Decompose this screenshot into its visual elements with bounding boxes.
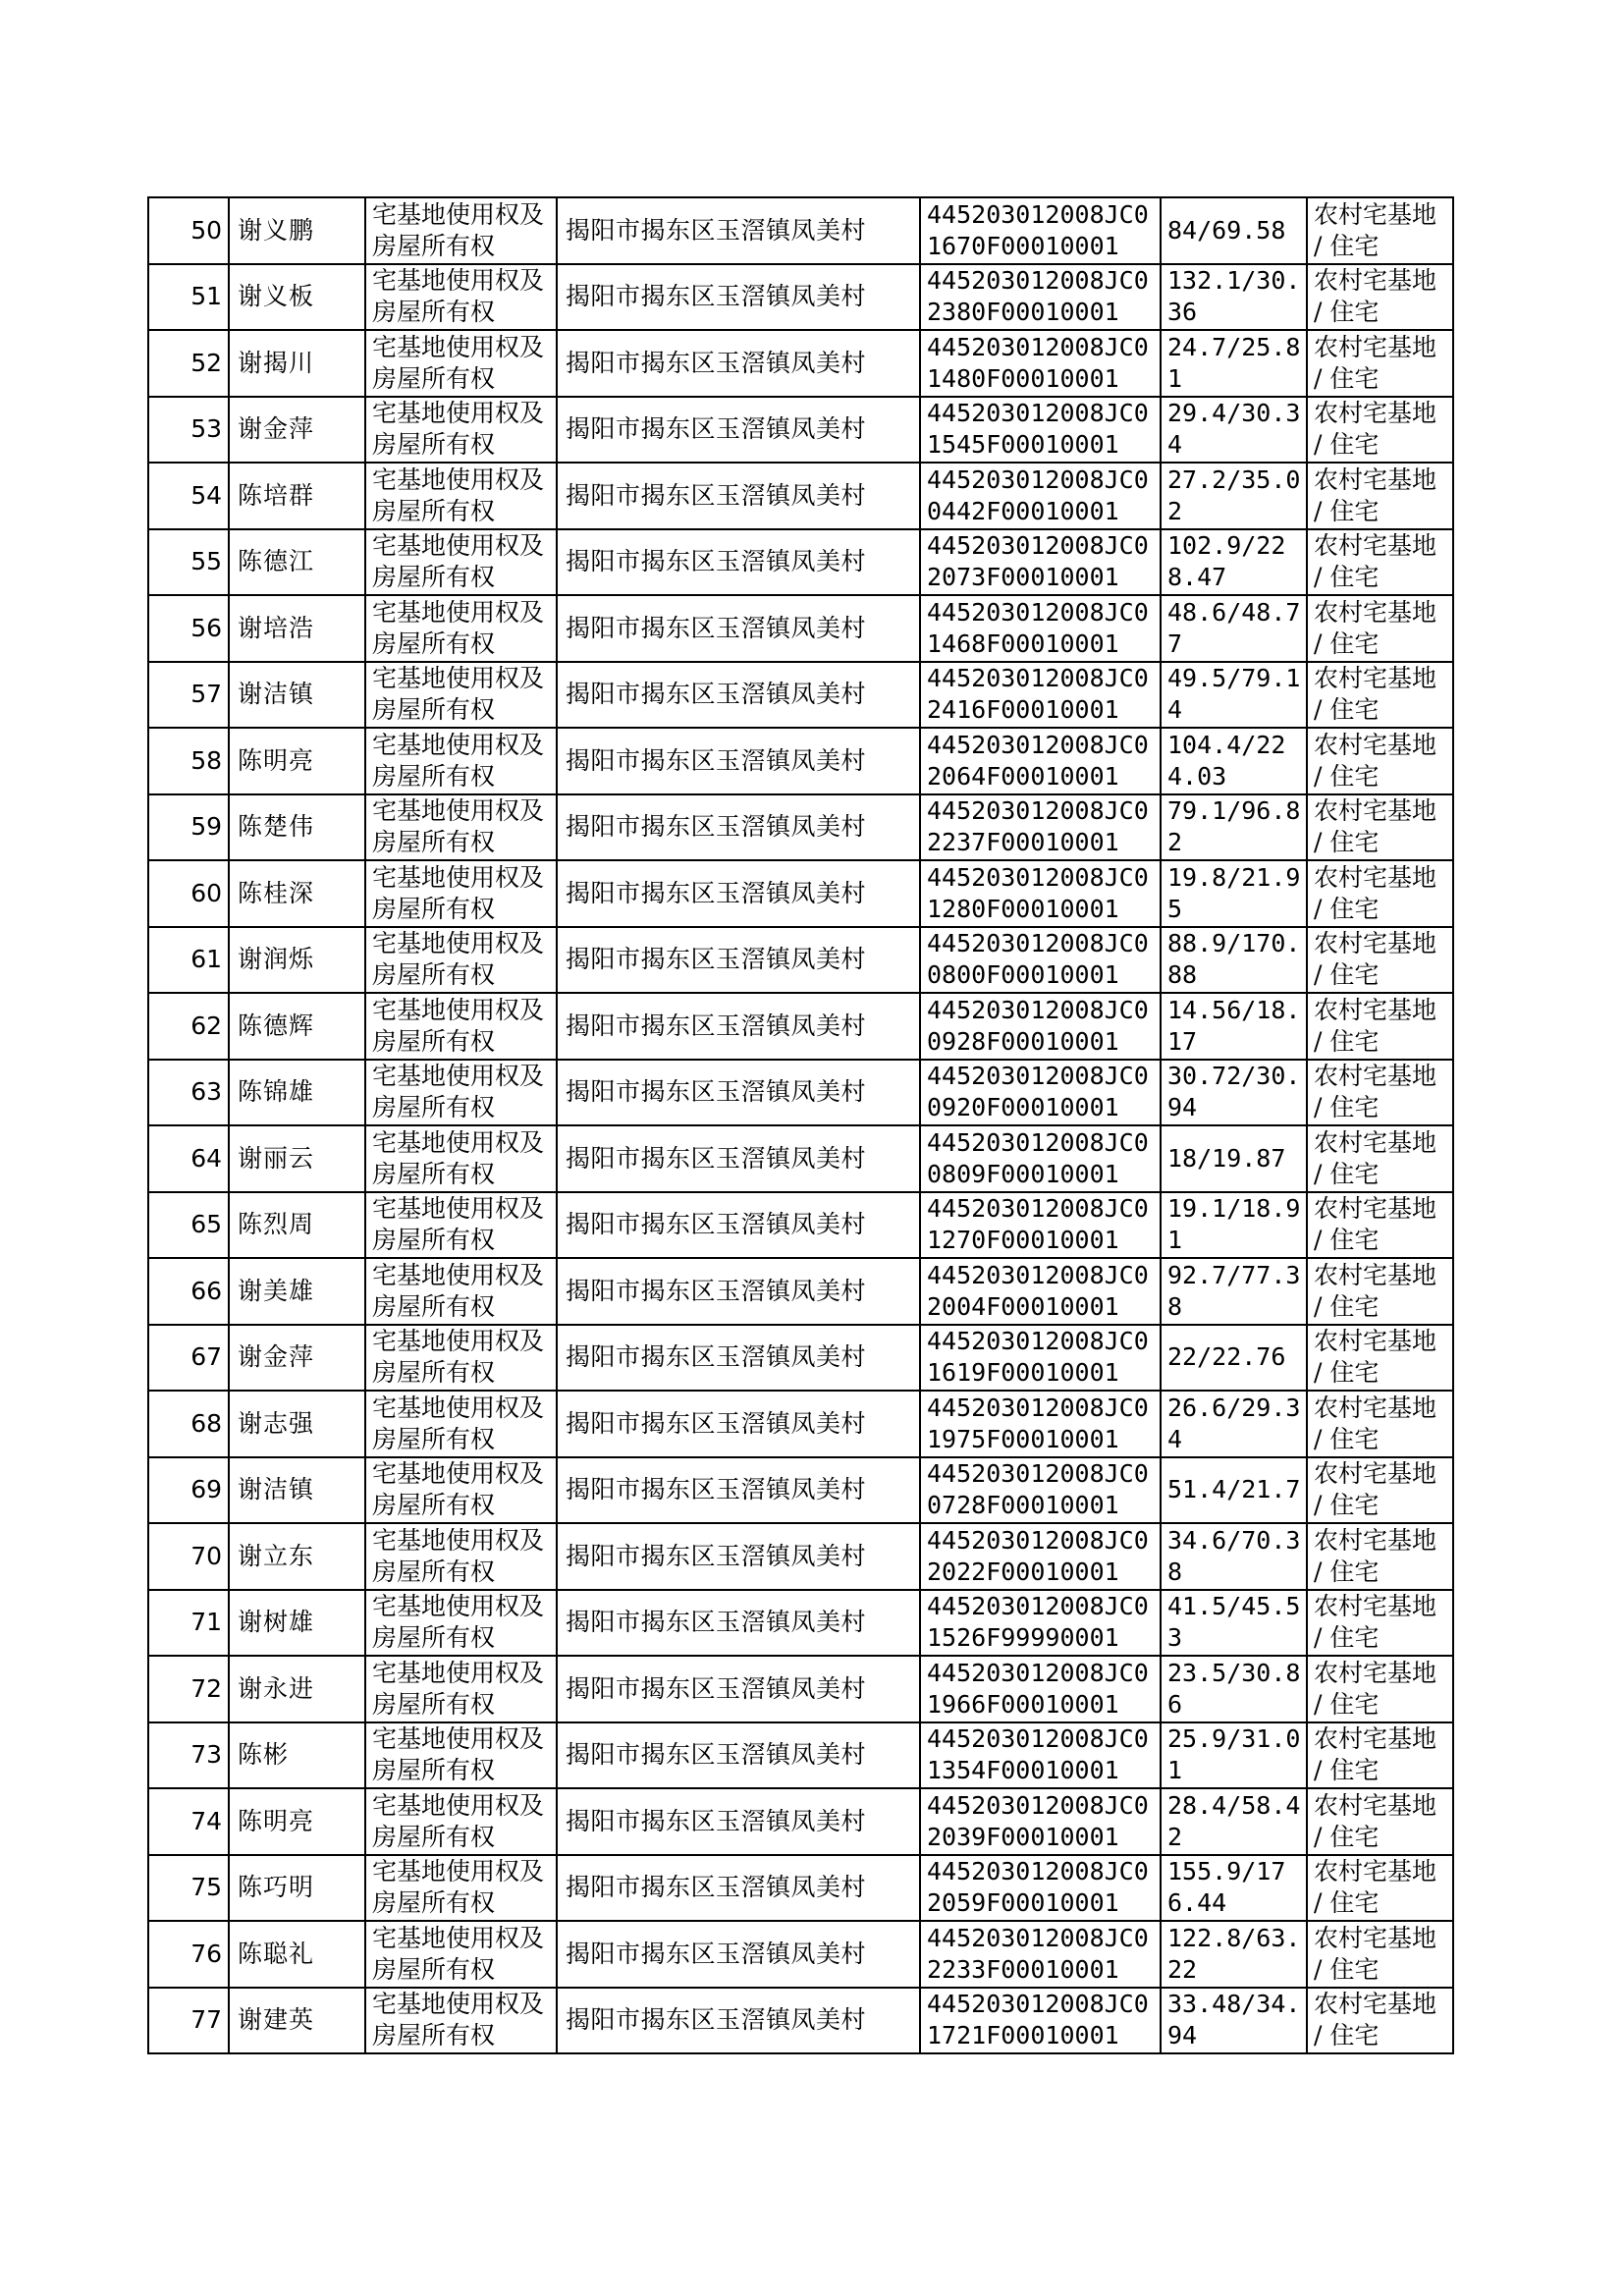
right-type-cell: 宅基地使用权及房屋所有权 (365, 1391, 557, 1457)
right-type-cell: 宅基地使用权及房屋所有权 (365, 860, 557, 927)
row-number-cell: 75 (148, 1855, 229, 1922)
land-use-cell: 农村宅基地 / 住宅 (1307, 794, 1453, 861)
owner-name-cell: 陈锦雄 (229, 1060, 365, 1126)
location-cell: 揭阳市揭东区玉滘镇凤美村 (557, 728, 920, 794)
location-cell: 揭阳市揭东区玉滘镇凤美村 (557, 595, 920, 662)
row-number-cell: 76 (148, 1921, 229, 1988)
location-cell: 揭阳市揭东区玉滘镇凤美村 (557, 794, 920, 861)
row-number-cell: 77 (148, 1988, 229, 2054)
table-row (148, 1788, 1453, 1855)
unit-code-cell: 445203012008JC02064F00010001 (920, 728, 1161, 794)
area-cell: 49.5/79.14 (1161, 662, 1307, 729)
row-number-cell: 67 (148, 1325, 229, 1392)
unit-code-cell: 445203012008JC01526F99990001 (920, 1590, 1161, 1657)
row-number-cell: 59 (148, 794, 229, 861)
land-use-cell: 农村宅基地 / 住宅 (1307, 1590, 1453, 1657)
location-cell: 揭阳市揭东区玉滘镇凤美村 (557, 927, 920, 994)
table-row (148, 860, 1453, 927)
table-row (148, 1325, 1453, 1392)
row-number-cell: 74 (148, 1788, 229, 1855)
owner-name-cell: 陈桂深 (229, 860, 365, 927)
table-row (148, 1722, 1453, 1789)
land-use-cell: 农村宅基地 / 住宅 (1307, 197, 1453, 264)
location-cell: 揭阳市揭东区玉滘镇凤美村 (557, 1722, 920, 1789)
table-row (148, 662, 1453, 729)
row-number-cell: 71 (148, 1590, 229, 1657)
table-row (148, 595, 1453, 662)
table-row (148, 463, 1453, 529)
location-cell: 揭阳市揭东区玉滘镇凤美村 (557, 1391, 920, 1457)
table-row (148, 1855, 1453, 1922)
row-number-cell: 60 (148, 860, 229, 927)
right-type-cell: 宅基地使用权及房屋所有权 (365, 1722, 557, 1789)
unit-code-cell: 445203012008JC01280F00010001 (920, 860, 1161, 927)
right-type-cell: 宅基地使用权及房屋所有权 (365, 1988, 557, 2054)
right-type-cell: 宅基地使用权及房屋所有权 (365, 1921, 557, 1988)
owner-name-cell: 谢永进 (229, 1656, 365, 1722)
row-number-cell: 54 (148, 463, 229, 529)
area-cell: 92.7/77.38 (1161, 1258, 1307, 1325)
table-row (148, 1192, 1453, 1259)
right-type-cell: 宅基地使用权及房屋所有权 (365, 1523, 557, 1590)
row-number-cell: 70 (148, 1523, 229, 1590)
right-type-cell: 宅基地使用权及房屋所有权 (365, 1788, 557, 1855)
owner-name-cell: 谢洁镇 (229, 662, 365, 729)
unit-code-cell: 445203012008JC02004F00010001 (920, 1258, 1161, 1325)
table-row (148, 794, 1453, 861)
table-row (148, 1921, 1453, 1988)
land-use-cell: 农村宅基地 / 住宅 (1307, 1391, 1453, 1457)
registry-table-body (148, 197, 1453, 2053)
row-number-cell: 57 (148, 662, 229, 729)
owner-name-cell: 陈聪礼 (229, 1921, 365, 1988)
row-number-cell: 69 (148, 1457, 229, 1524)
table-row (148, 1590, 1453, 1657)
owner-name-cell: 谢义板 (229, 264, 365, 331)
table-row (148, 1656, 1453, 1722)
row-number-cell: 65 (148, 1192, 229, 1259)
right-type-cell: 宅基地使用权及房屋所有权 (365, 728, 557, 794)
area-cell: 18/19.87 (1161, 1125, 1307, 1192)
land-use-cell: 农村宅基地 / 住宅 (1307, 1192, 1453, 1259)
owner-name-cell: 谢洁镇 (229, 1457, 365, 1524)
location-cell: 揭阳市揭东区玉滘镇凤美村 (557, 1921, 920, 1988)
right-type-cell: 宅基地使用权及房屋所有权 (365, 1325, 557, 1392)
unit-code-cell: 445203012008JC00928F00010001 (920, 993, 1161, 1060)
right-type-cell: 宅基地使用权及房屋所有权 (365, 662, 557, 729)
land-use-cell: 农村宅基地 / 住宅 (1307, 1523, 1453, 1590)
land-use-cell: 农村宅基地 / 住宅 (1307, 529, 1453, 596)
owner-name-cell: 谢树雄 (229, 1590, 365, 1657)
land-use-cell: 农村宅基地 / 住宅 (1307, 927, 1453, 994)
right-type-cell: 宅基地使用权及房屋所有权 (365, 1656, 557, 1722)
area-cell: 22/22.76 (1161, 1325, 1307, 1392)
area-cell: 155.9/176.44 (1161, 1855, 1307, 1922)
area-cell: 33.48/34.94 (1161, 1988, 1307, 2054)
location-cell: 揭阳市揭东区玉滘镇凤美村 (557, 529, 920, 596)
owner-name-cell: 陈巧明 (229, 1855, 365, 1922)
owner-name-cell: 谢美雄 (229, 1258, 365, 1325)
location-cell: 揭阳市揭东区玉滘镇凤美村 (557, 1855, 920, 1922)
owner-name-cell: 陈德辉 (229, 993, 365, 1060)
right-type-cell: 宅基地使用权及房屋所有权 (365, 264, 557, 331)
unit-code-cell: 445203012008JC00920F00010001 (920, 1060, 1161, 1126)
right-type-cell: 宅基地使用权及房屋所有权 (365, 595, 557, 662)
owner-name-cell: 陈培群 (229, 463, 365, 529)
right-type-cell: 宅基地使用权及房屋所有权 (365, 1258, 557, 1325)
owner-name-cell: 陈楚伟 (229, 794, 365, 861)
right-type-cell: 宅基地使用权及房屋所有权 (365, 1192, 557, 1259)
area-cell: 26.6/29.34 (1161, 1391, 1307, 1457)
unit-code-cell: 445203012008JC01354F00010001 (920, 1722, 1161, 1789)
land-use-cell: 农村宅基地 / 住宅 (1307, 1125, 1453, 1192)
land-use-cell: 农村宅基地 / 住宅 (1307, 1060, 1453, 1126)
unit-code-cell: 445203012008JC01721F00010001 (920, 1988, 1161, 2054)
right-type-cell: 宅基地使用权及房屋所有权 (365, 993, 557, 1060)
row-number-cell: 72 (148, 1656, 229, 1722)
table-row (148, 264, 1453, 331)
owner-name-cell: 陈德江 (229, 529, 365, 596)
unit-code-cell: 445203012008JC02059F00010001 (920, 1855, 1161, 1922)
row-number-cell: 50 (148, 197, 229, 264)
right-type-cell: 宅基地使用权及房屋所有权 (365, 397, 557, 464)
owner-name-cell: 谢义鹏 (229, 197, 365, 264)
owner-name-cell: 谢金萍 (229, 1325, 365, 1392)
row-number-cell: 68 (148, 1391, 229, 1457)
unit-code-cell: 445203012008JC01975F00010001 (920, 1391, 1161, 1457)
area-cell: 19.1/18.91 (1161, 1192, 1307, 1259)
location-cell: 揭阳市揭东区玉滘镇凤美村 (557, 1590, 920, 1657)
table-row (148, 1125, 1453, 1192)
unit-code-cell: 445203012008JC00800F00010001 (920, 927, 1161, 994)
area-cell: 104.4/224.03 (1161, 728, 1307, 794)
right-type-cell: 宅基地使用权及房屋所有权 (365, 794, 557, 861)
unit-code-cell: 445203012008JC02073F00010001 (920, 529, 1161, 596)
table-row (148, 1523, 1453, 1590)
land-use-cell: 农村宅基地 / 住宅 (1307, 463, 1453, 529)
row-number-cell: 64 (148, 1125, 229, 1192)
location-cell: 揭阳市揭东区玉滘镇凤美村 (557, 662, 920, 729)
row-number-cell: 51 (148, 264, 229, 331)
land-use-cell: 农村宅基地 / 住宅 (1307, 330, 1453, 397)
land-use-cell: 农村宅基地 / 住宅 (1307, 1258, 1453, 1325)
right-type-cell: 宅基地使用权及房屋所有权 (365, 1125, 557, 1192)
unit-code-cell: 445203012008JC02022F00010001 (920, 1523, 1161, 1590)
area-cell: 14.56/18.17 (1161, 993, 1307, 1060)
land-use-cell: 农村宅基地 / 住宅 (1307, 264, 1453, 331)
right-type-cell: 宅基地使用权及房屋所有权 (365, 927, 557, 994)
owner-name-cell: 谢志强 (229, 1391, 365, 1457)
right-type-cell: 宅基地使用权及房屋所有权 (365, 1590, 557, 1657)
area-cell: 51.4/21.7 (1161, 1457, 1307, 1524)
table-row (148, 1457, 1453, 1524)
location-cell: 揭阳市揭东区玉滘镇凤美村 (557, 1788, 920, 1855)
owner-name-cell: 谢金萍 (229, 397, 365, 464)
area-cell: 88.9/170.88 (1161, 927, 1307, 994)
land-use-cell: 农村宅基地 / 住宅 (1307, 1722, 1453, 1789)
area-cell: 27.2/35.02 (1161, 463, 1307, 529)
right-type-cell: 宅基地使用权及房屋所有权 (365, 1457, 557, 1524)
row-number-cell: 73 (148, 1722, 229, 1789)
table-row (148, 728, 1453, 794)
row-number-cell: 56 (148, 595, 229, 662)
area-cell: 23.5/30.86 (1161, 1656, 1307, 1722)
land-use-cell: 农村宅基地 / 住宅 (1307, 595, 1453, 662)
unit-code-cell: 445203012008JC00442F00010001 (920, 463, 1161, 529)
right-type-cell: 宅基地使用权及房屋所有权 (365, 197, 557, 264)
owner-name-cell: 陈烈周 (229, 1192, 365, 1259)
table-row (148, 1988, 1453, 2054)
owner-name-cell: 陈彬 (229, 1722, 365, 1789)
owner-name-cell: 谢建英 (229, 1988, 365, 2054)
location-cell: 揭阳市揭东区玉滘镇凤美村 (557, 1457, 920, 1524)
unit-code-cell: 445203012008JC01270F00010001 (920, 1192, 1161, 1259)
row-number-cell: 52 (148, 330, 229, 397)
location-cell: 揭阳市揭东区玉滘镇凤美村 (557, 1258, 920, 1325)
area-cell: 79.1/96.82 (1161, 794, 1307, 861)
land-use-cell: 农村宅基地 / 住宅 (1307, 1921, 1453, 1988)
land-use-cell: 农村宅基地 / 住宅 (1307, 1855, 1453, 1922)
location-cell: 揭阳市揭东区玉滘镇凤美村 (557, 993, 920, 1060)
owner-name-cell: 谢润烁 (229, 927, 365, 994)
land-use-cell: 农村宅基地 / 住宅 (1307, 662, 1453, 729)
owner-name-cell: 谢丽云 (229, 1125, 365, 1192)
location-cell: 揭阳市揭东区玉滘镇凤美村 (557, 463, 920, 529)
area-cell: 84/69.58 (1161, 197, 1307, 264)
land-use-cell: 农村宅基地 / 住宅 (1307, 1656, 1453, 1722)
unit-code-cell: 445203012008JC02380F00010001 (920, 264, 1161, 331)
land-use-cell: 农村宅基地 / 住宅 (1307, 728, 1453, 794)
table-row (148, 927, 1453, 994)
location-cell: 揭阳市揭东区玉滘镇凤美村 (557, 1523, 920, 1590)
location-cell: 揭阳市揭东区玉滘镇凤美村 (557, 1325, 920, 1392)
area-cell: 28.4/58.42 (1161, 1788, 1307, 1855)
area-cell: 19.8/21.95 (1161, 860, 1307, 927)
right-type-cell: 宅基地使用权及房屋所有权 (365, 463, 557, 529)
location-cell: 揭阳市揭东区玉滘镇凤美村 (557, 860, 920, 927)
unit-code-cell: 445203012008JC01619F00010001 (920, 1325, 1161, 1392)
unit-code-cell: 445203012008JC02039F00010001 (920, 1788, 1161, 1855)
location-cell: 揭阳市揭东区玉滘镇凤美村 (557, 1125, 920, 1192)
right-type-cell: 宅基地使用权及房屋所有权 (365, 1060, 557, 1126)
right-type-cell: 宅基地使用权及房屋所有权 (365, 1855, 557, 1922)
unit-code-cell: 445203012008JC00728F00010001 (920, 1457, 1161, 1524)
land-use-cell: 农村宅基地 / 住宅 (1307, 993, 1453, 1060)
area-cell: 24.7/25.81 (1161, 330, 1307, 397)
area-cell: 29.4/30.34 (1161, 397, 1307, 464)
area-cell: 122.8/63.22 (1161, 1921, 1307, 1988)
location-cell: 揭阳市揭东区玉滘镇凤美村 (557, 264, 920, 331)
location-cell: 揭阳市揭东区玉滘镇凤美村 (557, 330, 920, 397)
location-cell: 揭阳市揭东区玉滘镇凤美村 (557, 397, 920, 464)
owner-name-cell: 陈明亮 (229, 728, 365, 794)
owner-name-cell: 谢揭川 (229, 330, 365, 397)
row-number-cell: 61 (148, 927, 229, 994)
location-cell: 揭阳市揭东区玉滘镇凤美村 (557, 1060, 920, 1126)
area-cell: 102.9/228.47 (1161, 529, 1307, 596)
area-cell: 30.72/30.94 (1161, 1060, 1307, 1126)
land-use-cell: 农村宅基地 / 住宅 (1307, 1457, 1453, 1524)
unit-code-cell: 445203012008JC01468F00010001 (920, 595, 1161, 662)
unit-code-cell: 445203012008JC01670F00010001 (920, 197, 1161, 264)
row-number-cell: 53 (148, 397, 229, 464)
table-row (148, 397, 1453, 464)
unit-code-cell: 445203012008JC01545F00010001 (920, 397, 1161, 464)
table-row (148, 993, 1453, 1060)
land-use-cell: 农村宅基地 / 住宅 (1307, 1788, 1453, 1855)
table-row (148, 1391, 1453, 1457)
location-cell: 揭阳市揭东区玉滘镇凤美村 (557, 197, 920, 264)
row-number-cell: 66 (148, 1258, 229, 1325)
land-use-cell: 农村宅基地 / 住宅 (1307, 1988, 1453, 2054)
unit-code-cell: 445203012008JC02416F00010001 (920, 662, 1161, 729)
registry-table (147, 196, 1454, 2054)
area-cell: 34.6/70.38 (1161, 1523, 1307, 1590)
right-type-cell: 宅基地使用权及房屋所有权 (365, 529, 557, 596)
owner-name-cell: 谢立东 (229, 1523, 365, 1590)
table-row (148, 1258, 1453, 1325)
right-type-cell: 宅基地使用权及房屋所有权 (365, 330, 557, 397)
location-cell: 揭阳市揭东区玉滘镇凤美村 (557, 1656, 920, 1722)
table-row (148, 1060, 1453, 1126)
unit-code-cell: 445203012008JC02233F00010001 (920, 1921, 1161, 1988)
unit-code-cell: 445203012008JC01480F00010001 (920, 330, 1161, 397)
row-number-cell: 63 (148, 1060, 229, 1126)
area-cell: 132.1/30.36 (1161, 264, 1307, 331)
row-number-cell: 62 (148, 993, 229, 1060)
unit-code-cell: 445203012008JC02237F00010001 (920, 794, 1161, 861)
location-cell: 揭阳市揭东区玉滘镇凤美村 (557, 1988, 920, 2054)
land-use-cell: 农村宅基地 / 住宅 (1307, 860, 1453, 927)
owner-name-cell: 陈明亮 (229, 1788, 365, 1855)
land-use-cell: 农村宅基地 / 住宅 (1307, 397, 1453, 464)
unit-code-cell: 445203012008JC00809F00010001 (920, 1125, 1161, 1192)
row-number-cell: 58 (148, 728, 229, 794)
land-use-cell: 农村宅基地 / 住宅 (1307, 1325, 1453, 1392)
location-cell: 揭阳市揭东区玉滘镇凤美村 (557, 1192, 920, 1259)
table-row (148, 197, 1453, 264)
unit-code-cell: 445203012008JC01966F00010001 (920, 1656, 1161, 1722)
area-cell: 41.5/45.53 (1161, 1590, 1307, 1657)
table-row (148, 529, 1453, 596)
owner-name-cell: 谢培浩 (229, 595, 365, 662)
area-cell: 25.9/31.01 (1161, 1722, 1307, 1789)
table-row (148, 330, 1453, 397)
row-number-cell: 55 (148, 529, 229, 596)
area-cell: 48.6/48.77 (1161, 595, 1307, 662)
